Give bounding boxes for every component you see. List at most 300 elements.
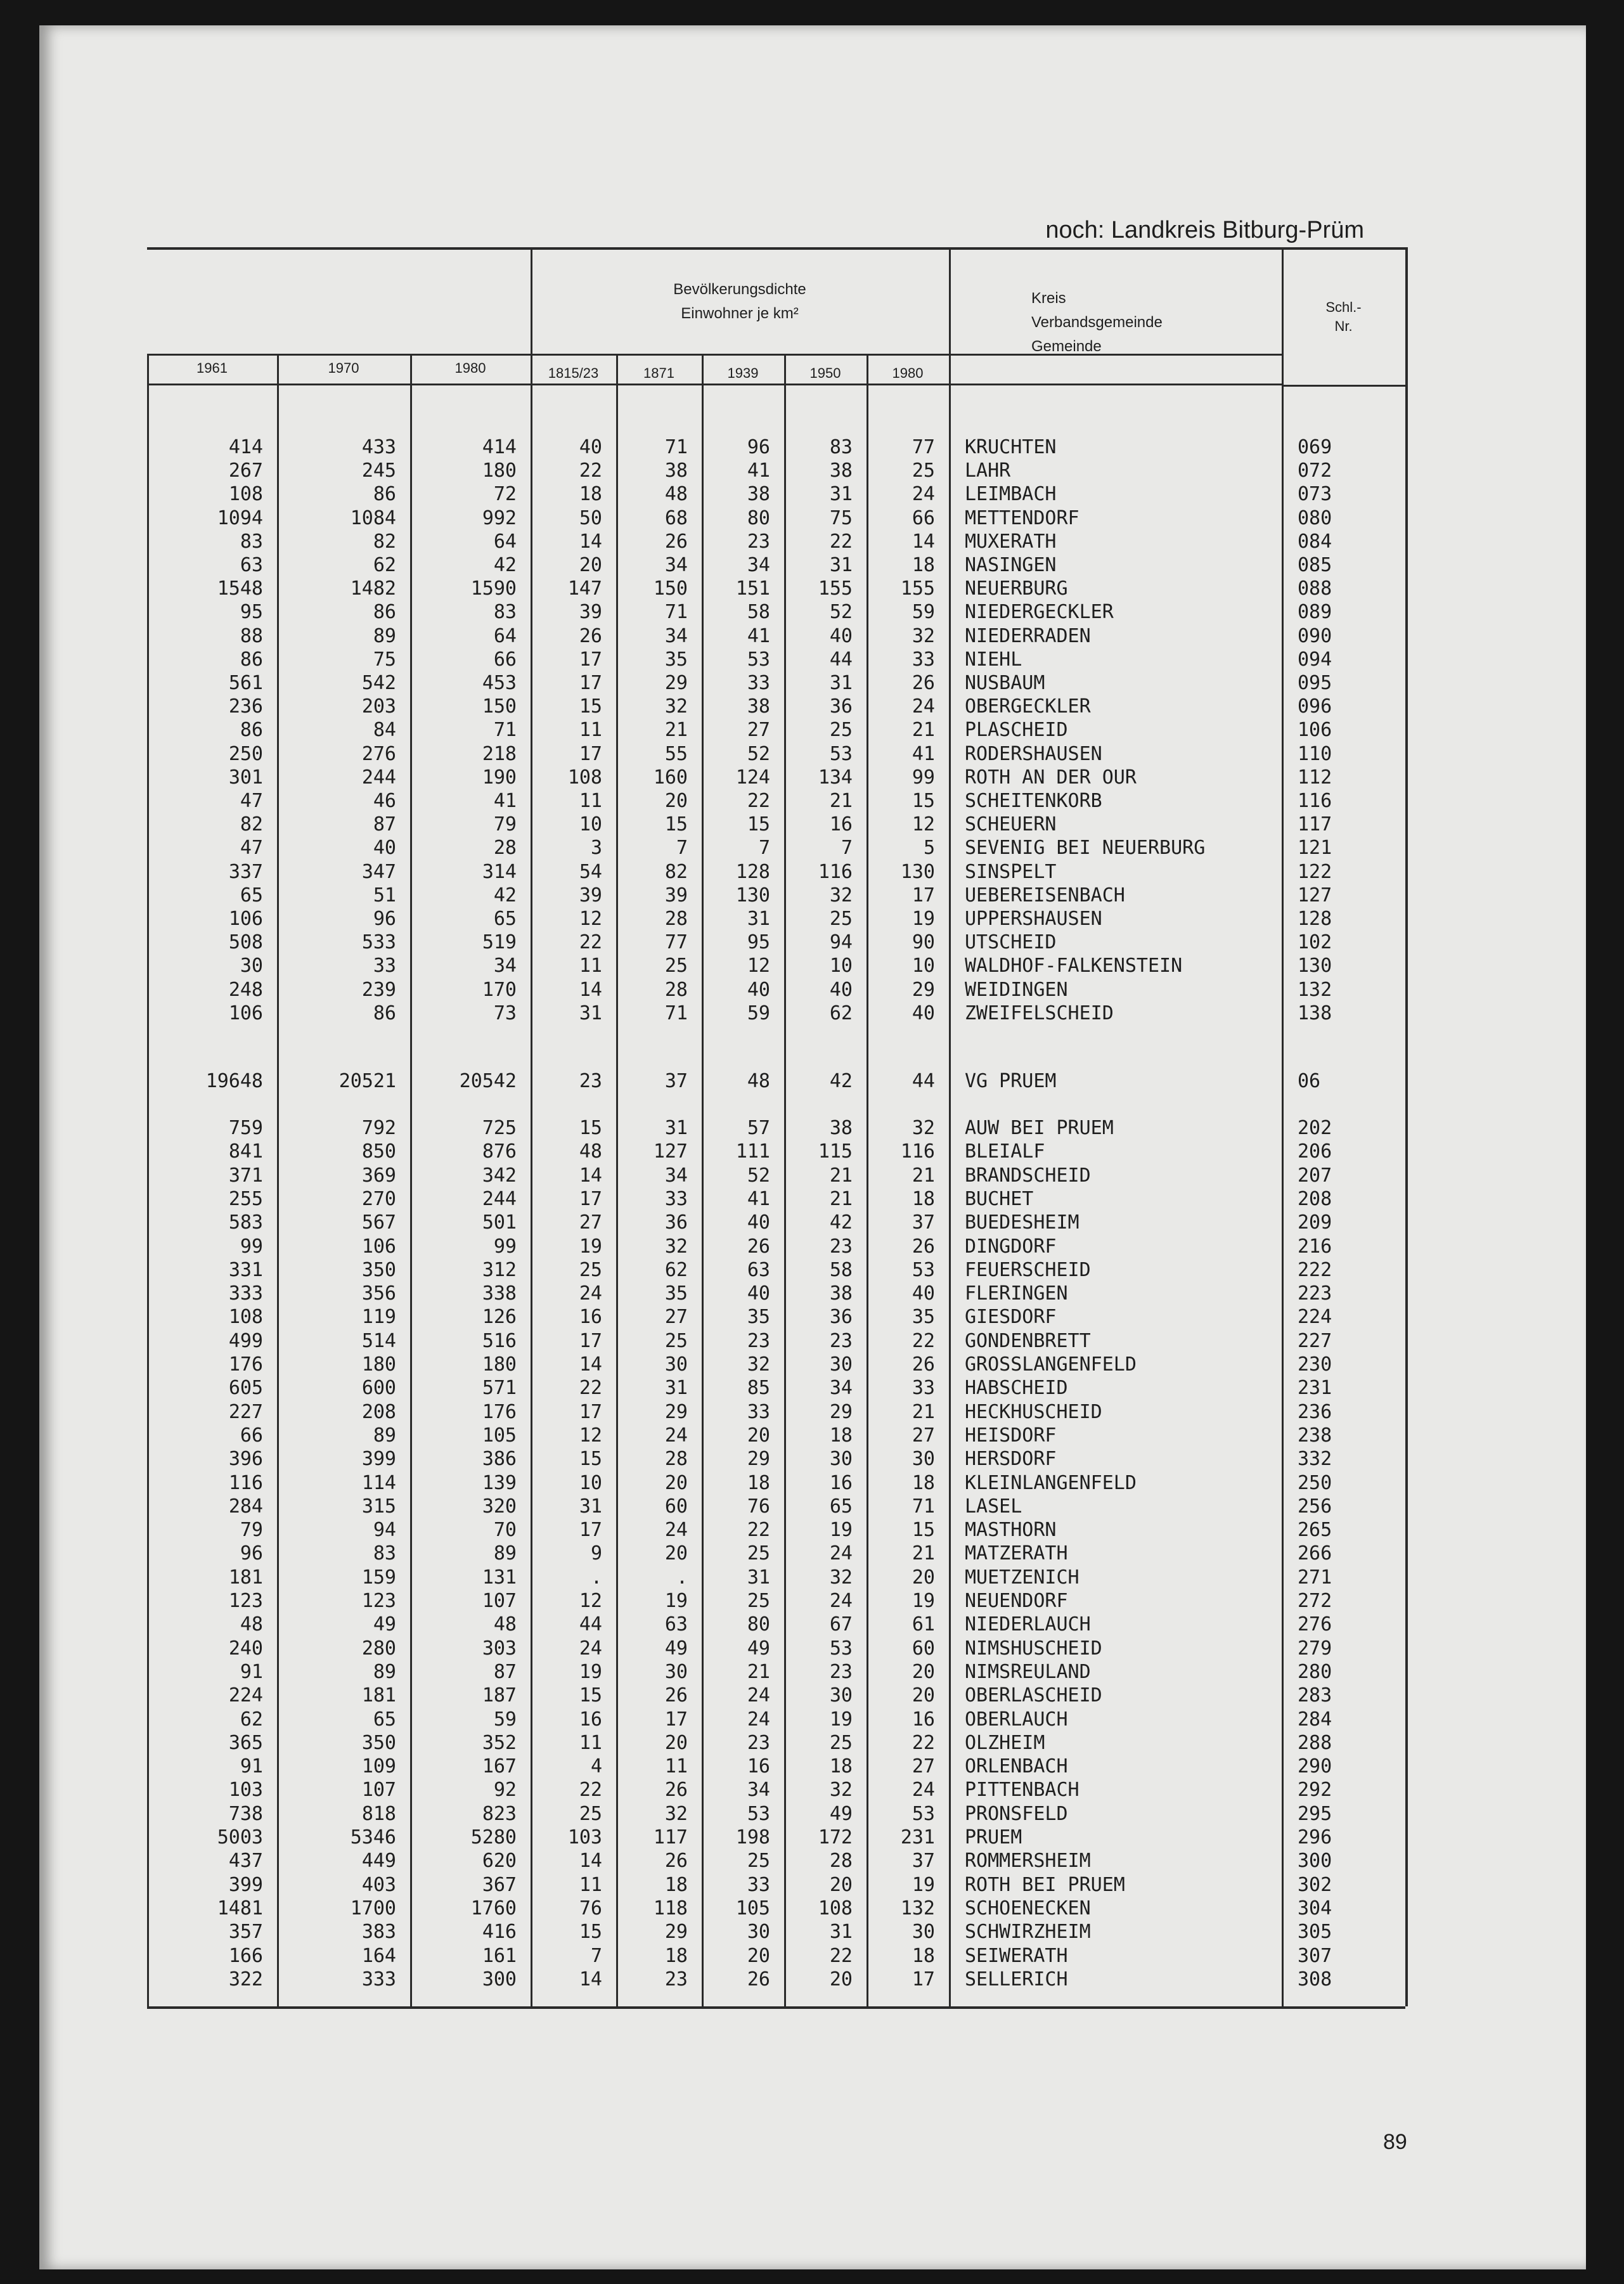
table-cell-d1871: 30 [664,1353,688,1376]
table-cell-code: 138 [1298,1002,1332,1024]
table-cell-d1939: 20 [747,1424,770,1447]
table-cell-p1970: 208 [361,1400,396,1423]
table-cell-p1970: 89 [373,1660,396,1683]
table-cell-d1950: 75 [829,506,853,529]
table-cell-p1970: 280 [361,1637,396,1660]
table-cell-p1970: 159 [361,1566,396,1589]
table-cell-d1950: 28 [829,1850,853,1873]
table-cell-p1970: 203 [361,695,396,718]
table-cell-p1980: 65 [493,908,517,930]
year-header-1871: 1871 [643,365,674,381]
table-cell-d1871: 38 [664,460,688,482]
table-cell-p1961: 759 [228,1117,263,1139]
table-cell-d1939: 40 [747,1282,770,1305]
table-cell-d1939: 16 [747,1755,770,1778]
table-cell-d1980: 21 [912,1542,935,1565]
table-cell-p1961: 284 [228,1495,263,1518]
table-cell-p1961: 738 [228,1802,263,1825]
table-cell-code: 265 [1298,1519,1332,1542]
table-cell-p1961: 5003 [217,1826,263,1848]
table-cell-d1871: 62 [664,1258,688,1281]
table-cell-d1950: 62 [829,1002,853,1024]
table-cell-d1871: 15 [664,813,688,836]
table-cell-name: WEIDINGEN [965,978,1068,1001]
table-cell-p1961: 30 [240,955,263,977]
table-cell-p1980: 312 [482,1258,517,1281]
table-cell-d1939: 53 [747,648,770,671]
table-cell-code: 080 [1298,506,1332,529]
table-cell-d1815: 14 [579,1850,602,1873]
table-cell-d1980: 27 [912,1424,935,1447]
table-cell-p1970: 40 [373,837,396,860]
table-cell-p1980: 48 [493,1613,517,1636]
table-cell-d1871: 21 [664,719,688,742]
table-cell-d1950: 16 [829,1471,853,1494]
table-cell-d1980: 53 [912,1802,935,1825]
table-cell-d1980: 20 [912,1684,935,1707]
table-cell-d1815: 16 [579,1708,602,1731]
table-cell-d1980: 35 [912,1306,935,1329]
table-cell-code: 209 [1298,1211,1332,1234]
table-cell-code: 271 [1298,1566,1332,1589]
table-cell-code: 073 [1298,483,1332,506]
table-cell-d1950: 24 [829,1542,853,1565]
table-cell-d1950: 29 [829,1400,853,1423]
table-cell-d1871: 32 [664,1235,688,1258]
table-cell-d1939: 52 [747,742,770,765]
table-cell-p1980: 99 [493,1235,517,1258]
table-cell-d1815: 11 [579,790,602,812]
table-cell-d1939: 76 [747,1495,770,1518]
table-cell-d1871: 34 [664,1164,688,1187]
table-cell-d1939: 128 [735,860,770,883]
table-cell-d1980: 19 [912,908,935,930]
table-cell-p1970: 96 [373,908,396,930]
table-cell-d1939: 24 [747,1708,770,1731]
table-cell-d1939: 35 [747,1306,770,1329]
table-cell-d1871: 34 [664,624,688,647]
statistics-table [39,25,1586,2269]
table-cell-p1980: 244 [482,1187,517,1210]
table-cell-p1980: 66 [493,648,517,671]
table-cell-name: NEUENDORF [965,1590,1068,1612]
table-cell-p1980: 64 [493,624,517,647]
table-cell-p1970: 33 [373,955,396,977]
table-cell-name: SCHWIRZHEIM [965,1921,1091,1944]
table-cell-d1871: 7 [676,837,688,860]
table-cell-name: SEVENIG BEI NEUERBURG [965,837,1206,860]
table-cell-d1815: 12 [579,908,602,930]
table-cell-name: HEISDORF [965,1424,1057,1447]
table-cell-p1961: 65 [240,884,263,907]
table-cell-d1980: 15 [912,790,935,812]
table-cell-d1871: 33 [664,1187,688,1210]
table-cell-d1939: 18 [747,1471,770,1494]
table-cell-name: SCHEUERN [965,813,1057,836]
table-cell-name: FEUERSCHEID [965,1258,1091,1281]
table-cell-p1970: 245 [361,460,396,482]
table-cell-p1961: 181 [228,1566,263,1589]
table-cell-d1980: 25 [912,460,935,482]
table-cell-d1980: 60 [912,1637,935,1660]
table-cell-d1980: 24 [912,483,935,506]
table-cell-name: SEIWERATH [965,1944,1068,1967]
table-cell-d1950: 31 [829,554,853,576]
table-cell-d1815: 11 [579,719,602,742]
table-cell-p1970: 383 [361,1921,396,1944]
table-cell-d1950: 20 [829,1873,853,1896]
table-cell-p1961: 333 [228,1282,263,1305]
table-cell-code: 112 [1298,766,1332,789]
table-cell-d1980: 66 [912,506,935,529]
table-cell-d1939: 31 [747,1566,770,1589]
table-cell-name: AUW BEI PRUEM [965,1117,1114,1139]
table-cell-d1871: 24 [664,1424,688,1447]
table-cell-p1970: 350 [361,1258,396,1281]
table-cell-p1980: 126 [482,1306,517,1329]
table-cell-d1950: 32 [829,1566,853,1589]
table-cell-p1970: 1084 [350,506,396,529]
table-cell-d1939: 53 [747,1802,770,1825]
table-cell-p1980: 83 [493,601,517,624]
table-cell-p1980: 190 [482,766,517,789]
table-cell-p1961: 371 [228,1164,263,1187]
table-cell-d1871: 34 [664,554,688,576]
table-cell-p1980: 180 [482,460,517,482]
table-cell-d1871: 127 [653,1140,688,1163]
table-cell-p1970: 75 [373,648,396,671]
table-cell-code: 085 [1298,554,1332,576]
table-cell-d1939: 22 [747,790,770,812]
table-cell-d1980: 21 [912,719,935,742]
table-cell-d1950: 23 [829,1660,853,1683]
table-cell-d1980: 33 [912,1377,935,1400]
table-cell-p1980: 161 [482,1944,517,1967]
table-cell-p1961: 255 [228,1187,263,1210]
year-header-1970: 1970 [328,360,359,376]
table-cell-code: 305 [1298,1921,1332,1944]
table-cell-d1815: 10 [579,813,602,836]
table-cell-p1980: 519 [482,931,517,954]
table-cell-d1980: 20 [912,1660,935,1683]
table-cell-p1961: 267 [228,460,263,482]
table-cell-code: 222 [1298,1258,1332,1281]
table-cell-d1980: 53 [912,1258,935,1281]
table-cell-d1871: 18 [664,1873,688,1896]
table-cell-d1950: 30 [829,1684,853,1707]
table-cell-d1950: 38 [829,1117,853,1139]
table-cell-d1950: 34 [829,1377,853,1400]
column-rule [949,247,951,2006]
table-cell-name: OLZHEIM [965,1731,1045,1754]
table-cell-d1950: 31 [829,672,853,694]
table-cell-p1980: 20542 [459,1070,517,1092]
table-cell-d1980: 21 [912,1164,935,1187]
table-cell-name: BUCHET [965,1187,1034,1210]
table-cell-code: 090 [1298,624,1332,647]
table-cell-name: ROTH AN DER OUR [965,766,1137,789]
table-cell-d1871: 71 [664,601,688,624]
table-cell-p1961: 499 [228,1329,263,1352]
table-cell-d1939: 52 [747,1164,770,1187]
table-cell-p1980: 73 [493,1002,517,1024]
table-cell-d1871: 26 [664,1684,688,1707]
table-cell-d1939: 38 [747,483,770,506]
table-cell-d1871: 11 [664,1755,688,1778]
table-cell-code: 094 [1298,648,1332,671]
table-cell-d1980: 231 [900,1826,935,1848]
table-cell-d1871: 20 [664,1542,688,1565]
table-cell-code: 295 [1298,1802,1332,1825]
table-cell-d1980: 41 [912,742,935,765]
table-cell-p1970: 62 [373,554,396,576]
table-cell-p1970: 567 [361,1211,396,1234]
table-cell-d1939: 38 [747,695,770,718]
table-cell-d1815: 40 [579,436,602,458]
table-cell-d1815: 14 [579,978,602,1001]
table-cell-d1980: 15 [912,1519,935,1542]
table-cell-code: 06 [1298,1070,1321,1092]
table-cell-p1970: 164 [361,1944,396,1967]
table-cell-p1980: 416 [482,1921,517,1944]
table-cell-d1815: 22 [579,1779,602,1802]
table-cell-p1980: 367 [482,1873,517,1896]
table-cell-d1950: 22 [829,530,853,553]
table-cell-code: 072 [1298,460,1332,482]
table-cell-code: 307 [1298,1944,1332,1967]
table-cell-d1950: 53 [829,1637,853,1660]
table-cell-p1980: 92 [493,1779,517,1802]
table-cell-p1961: 1481 [217,1897,263,1919]
table-cell-d1871: 32 [664,1802,688,1825]
table-cell-code: 227 [1298,1329,1332,1352]
table-cell-p1961: 66 [240,1424,263,1447]
table-cell-p1961: 248 [228,978,263,1001]
table-cell-d1980: 18 [912,554,935,576]
table-cell-d1980: 33 [912,648,935,671]
table-cell-code: 121 [1298,837,1332,860]
table-cell-d1950: 25 [829,908,853,930]
table-cell-d1815: 11 [579,1873,602,1896]
table-cell-d1815: 12 [579,1424,602,1447]
table-cell-p1980: 314 [482,860,517,883]
table-cell-d1980: 18 [912,1471,935,1494]
table-cell-d1950: 38 [829,1282,853,1305]
table-cell-p1970: 315 [361,1495,396,1518]
table-cell-p1970: 350 [361,1731,396,1754]
table-cell-d1815: 15 [579,1448,602,1471]
table-cell-d1950: 19 [829,1519,853,1542]
table-cell-code: 283 [1298,1684,1332,1707]
table-cell-d1871: 77 [664,931,688,954]
table-cell-d1980: 59 [912,601,935,624]
table-cell-p1980: 139 [482,1471,517,1494]
table-cell-d1980: 19 [912,1590,935,1612]
table-cell-name: NIEDERRADEN [965,624,1091,647]
table-cell-d1980: 77 [912,436,935,458]
table-cell-d1815: 26 [579,624,602,647]
table-cell-d1939: 30 [747,1921,770,1944]
table-cell-name: GONDENBRETT [965,1329,1091,1352]
table-cell-d1939: 59 [747,1002,770,1024]
table-cell-d1871: 23 [664,1968,688,1990]
table-cell-p1970: 239 [361,978,396,1001]
table-cell-name: PRUEM [965,1826,1022,1848]
table-cell-p1980: 5280 [470,1826,517,1848]
table-cell-p1980: 338 [482,1282,517,1305]
table-cell-d1950: 83 [829,436,853,458]
table-cell-p1980: 87 [493,1660,517,1683]
table-cell-d1871: 118 [653,1897,688,1919]
table-cell-d1980: 90 [912,931,935,954]
table-cell-code: 272 [1298,1590,1332,1612]
table-cell-d1939: 58 [747,601,770,624]
table-cell-d1871: 71 [664,1002,688,1024]
table-cell-d1815: 48 [579,1140,602,1163]
table-cell-name: MUETZENICH [965,1566,1079,1589]
table-cell-code: 095 [1298,672,1332,694]
table-cell-d1871: 26 [664,530,688,553]
table-cell-p1970: 107 [361,1779,396,1802]
table-cell-name: NEUERBURG [965,577,1068,600]
table-cell-p1961: 331 [228,1258,263,1281]
table-rule [147,247,1405,250]
table-cell-p1970: 86 [373,1002,396,1024]
table-cell-p1961: 82 [240,813,263,836]
table-cell-d1950: 38 [829,460,853,482]
table-cell-d1871: 29 [664,1921,688,1944]
table-cell-p1970: 433 [361,436,396,458]
table-cell-p1970: 46 [373,790,396,812]
table-cell-d1939: 48 [747,1070,770,1092]
table-cell-d1939: 34 [747,554,770,576]
table-cell-name: KRUCHTEN [965,436,1057,458]
table-cell-code: 280 [1298,1660,1332,1683]
table-cell-p1970: 94 [373,1519,396,1542]
table-cell-d1871: 49 [664,1637,688,1660]
table-cell-p1980: 1760 [470,1897,517,1919]
table-cell-p1970: 84 [373,719,396,742]
table-cell-d1950: 22 [829,1944,853,1967]
table-cell-d1939: 33 [747,1400,770,1423]
table-cell-p1961: 841 [228,1140,263,1163]
table-cell-d1939: 105 [735,1897,770,1919]
table-cell-name: GROSSLANGENFELD [965,1353,1137,1376]
table-cell-name: HECKHUSCHEID [965,1400,1102,1423]
table-cell-code: 116 [1298,790,1332,812]
table-cell-p1961: 250 [228,742,263,765]
table-cell-p1961: 88 [240,624,263,647]
document-page [39,25,1586,2269]
table-cell-d1871: 20 [664,1731,688,1754]
table-cell-p1961: 106 [228,1002,263,1024]
table-cell-p1980: 386 [482,1448,517,1471]
table-cell-p1961: 47 [240,790,263,812]
table-cell-d1871: 32 [664,695,688,718]
table-cell-p1980: 218 [482,742,517,765]
table-cell-p1961: 19648 [205,1070,263,1092]
table-cell-d1815: 14 [579,530,602,553]
table-cell-d1980: 30 [912,1448,935,1471]
table-cell-d1980: 18 [912,1944,935,1967]
table-cell-p1980: 320 [482,1495,517,1518]
table-cell-p1970: 818 [361,1802,396,1825]
table-cell-d1980: 40 [912,1002,935,1024]
table-cell-p1970: 244 [361,766,396,789]
table-cell-p1970: 333 [361,1968,396,1990]
table-cell-d1871: 31 [664,1117,688,1139]
table-cell-code: 223 [1298,1282,1332,1305]
table-cell-name: ROMMERSHEIM [965,1850,1091,1873]
table-cell-d1980: 132 [900,1897,935,1919]
page-number: 89 [1383,2130,1407,2154]
table-cell-p1980: 105 [482,1424,517,1447]
table-cell-name: WALDHOF-FALKENSTEIN [965,955,1183,977]
table-cell-name: HERSDORF [965,1448,1057,1471]
table-cell-name: HABSCHEID [965,1377,1068,1400]
table-cell-p1961: 86 [240,648,263,671]
table-cell-d1939: 26 [747,1968,770,1990]
table-cell-d1980: 17 [912,1968,935,1990]
table-cell-p1961: 583 [228,1211,263,1234]
table-cell-d1980: 29 [912,978,935,1001]
table-cell-p1980: 64 [493,530,517,553]
table-cell-d1950: 32 [829,1779,853,1802]
table-cell-d1980: 19 [912,1873,935,1896]
table-cell-name: BRANDSCHEID [965,1164,1091,1187]
table-cell-d1939: 25 [747,1590,770,1612]
table-cell-d1950: 30 [829,1353,853,1376]
table-cell-code: 096 [1298,695,1332,718]
table-cell-name: UEBEREISENBACH [965,884,1125,907]
table-cell-p1961: 166 [228,1944,263,1967]
table-cell-d1939: 25 [747,1542,770,1565]
table-cell-d1815: 14 [579,1164,602,1187]
table-cell-d1939: 63 [747,1258,770,1281]
table-cell-d1815: 50 [579,506,602,529]
table-cell-p1980: 34 [493,955,517,977]
table-cell-d1871: 68 [664,506,688,529]
table-cell-d1939: 96 [747,436,770,458]
table-cell-name: NUSBAUM [965,672,1045,694]
table-cell-d1815: 25 [579,1802,602,1825]
table-cell-d1950: 116 [818,860,853,883]
table-cell-d1871: 27 [664,1306,688,1329]
table-cell-d1815: 25 [579,1258,602,1281]
table-cell-p1980: 516 [482,1329,517,1352]
table-cell-p1970: 600 [361,1377,396,1400]
table-cell-p1961: 99 [240,1235,263,1258]
table-cell-p1970: 65 [373,1708,396,1731]
table-cell-code: 224 [1298,1306,1332,1329]
table-cell-name: OBERLASCHEID [965,1684,1102,1707]
table-cell-p1961: 561 [228,672,263,694]
table-cell-d1950: 24 [829,1590,853,1612]
table-cell-code: 256 [1298,1495,1332,1518]
table-cell-p1961: 437 [228,1850,263,1873]
table-cell-name: BLEIALF [965,1140,1045,1163]
table-cell-p1980: 501 [482,1211,517,1234]
table-cell-d1950: 44 [829,648,853,671]
table-cell-p1970: 181 [361,1684,396,1707]
table-cell-p1970: 276 [361,742,396,765]
table-cell-p1961: 91 [240,1755,263,1778]
table-cell-d1980: 44 [912,1070,935,1092]
table-cell-d1950: 31 [829,1921,853,1944]
table-cell-d1871: 20 [664,1471,688,1494]
table-cell-d1950: 52 [829,601,853,624]
table-cell-p1980: 342 [482,1164,517,1187]
